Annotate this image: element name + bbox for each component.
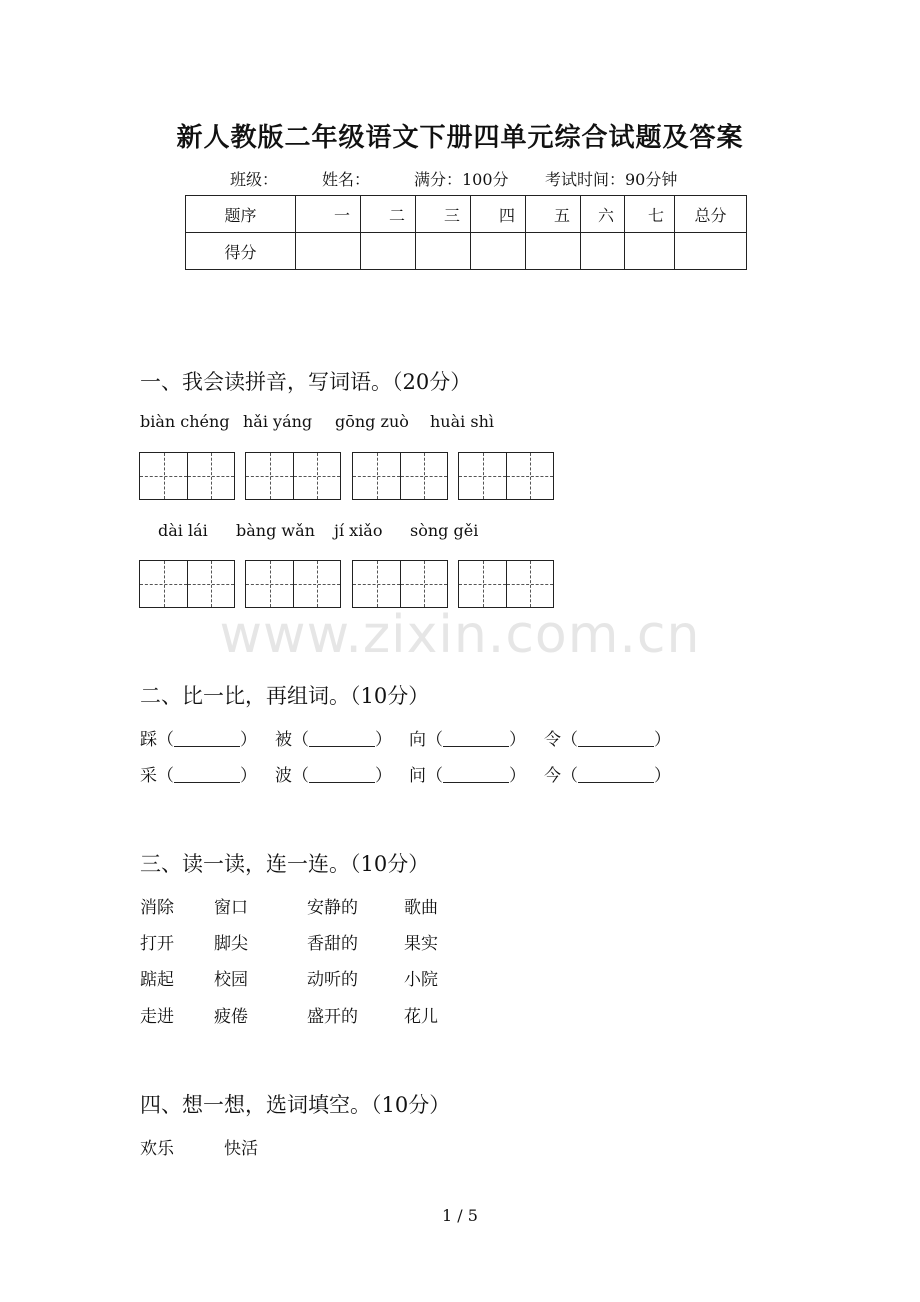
match-word: 动听的: [307, 970, 358, 990]
answer-blank[interactable]: [309, 766, 375, 783]
header-cell-6: 六: [581, 196, 625, 233]
score-cell: [471, 233, 526, 270]
name-label: 姓名：: [322, 170, 371, 189]
compare-item: 被（ ）: [275, 730, 392, 750]
compare-char: 今: [544, 766, 561, 786]
match-word: 踮起: [140, 970, 174, 990]
match-word: 消除: [140, 898, 174, 918]
answer-blank[interactable]: [443, 766, 509, 783]
answer-blank[interactable]: [174, 766, 240, 783]
full-score-label: 满分：100分: [414, 170, 509, 189]
compare-char: 波: [275, 766, 292, 786]
compare-char: 向: [409, 730, 426, 750]
writing-cell: [187, 561, 234, 607]
writing-cell: [246, 453, 293, 499]
writing-grid-row-1: [0, 452, 920, 500]
header-cell-2: 二: [361, 196, 416, 233]
score-table-header-row: [186, 196, 747, 233]
writing-box[interactable]: [245, 452, 341, 500]
pinyin-label: hǎi yáng: [243, 412, 313, 431]
match-word: 果实: [404, 934, 438, 954]
writing-box[interactable]: [458, 452, 554, 500]
writing-cell: [353, 453, 400, 499]
match-word: 走进: [140, 1007, 174, 1027]
match-word: 歌曲: [404, 898, 438, 918]
writing-cell: [506, 453, 553, 499]
match-word: 安静的: [307, 898, 358, 918]
page-number: 1 / 5: [442, 1206, 478, 1225]
score-cell: [416, 233, 471, 270]
writing-cell: [459, 561, 506, 607]
header-cell-7: 七: [625, 196, 675, 233]
compare-item: 问（ ）: [409, 766, 526, 786]
writing-cell: [400, 561, 447, 607]
header-cell-order: 题序: [186, 196, 296, 233]
header-cell-5: 五: [526, 196, 581, 233]
compare-char: 令: [544, 730, 561, 750]
match-word: 校园: [214, 970, 248, 990]
score-row-label: 得分: [186, 233, 296, 270]
writing-cell: [293, 453, 340, 499]
choice-word: 欢乐: [140, 1139, 174, 1159]
section2-heading: 二、比一比，再组词。（10分）: [140, 684, 430, 708]
writing-box[interactable]: [139, 452, 235, 500]
score-cell: [581, 233, 625, 270]
exam-time-label: 考试时间：90分钟: [545, 170, 678, 189]
compare-char: 踩: [140, 730, 157, 750]
writing-cell: [187, 453, 234, 499]
pinyin-label: jí xiǎo: [334, 521, 383, 540]
pinyin-label: biàn chéng: [140, 412, 230, 431]
compare-char: 采: [140, 766, 157, 786]
writing-cell: [400, 453, 447, 499]
writing-box[interactable]: [352, 560, 448, 608]
writing-cell: [506, 561, 553, 607]
match-word: 脚尖: [214, 934, 248, 954]
writing-cell: [246, 561, 293, 607]
answer-blank[interactable]: [578, 766, 654, 783]
writing-cell: [353, 561, 400, 607]
score-cell: [361, 233, 416, 270]
score-cell: [675, 233, 747, 270]
section3-heading: 三、读一读，连一连。（10分）: [140, 852, 430, 876]
pinyin-label: bàng wǎn: [236, 521, 315, 540]
answer-blank[interactable]: [174, 730, 240, 747]
watermark: www.zixin.com.cn: [219, 605, 701, 665]
header-cell-3: 三: [416, 196, 471, 233]
pinyin-label: dài lái: [158, 521, 208, 540]
writing-box[interactable]: [352, 452, 448, 500]
header-cell-4: 四: [471, 196, 526, 233]
score-cell: [296, 233, 361, 270]
writing-cell: [293, 561, 340, 607]
writing-cell: [140, 453, 187, 499]
compare-item: 今（ ）: [544, 766, 671, 786]
section4-heading: 四、想一想，选词填空。（10分）: [140, 1093, 451, 1117]
pinyin-label: gōng zuò: [335, 412, 409, 431]
compare-item: 波（ ）: [275, 766, 392, 786]
choice-word: 快活: [224, 1139, 258, 1159]
header-cell-total: 总分: [675, 196, 747, 233]
answer-blank[interactable]: [443, 730, 509, 747]
compare-item: 令（ ）: [544, 730, 671, 750]
score-cell: [526, 233, 581, 270]
compare-item: 踩（ ）: [140, 730, 257, 750]
score-cell: [625, 233, 675, 270]
header-cell-1: 一: [296, 196, 361, 233]
class-label: 班级：: [230, 170, 279, 189]
compare-item: 采（ ）: [140, 766, 257, 786]
writing-cell: [459, 453, 506, 499]
match-word: 盛开的: [307, 1007, 358, 1027]
writing-cell: [140, 561, 187, 607]
match-word: 疲倦: [214, 1007, 248, 1027]
writing-box[interactable]: [245, 560, 341, 608]
match-word: 打开: [140, 934, 174, 954]
pinyin-label: sòng gěi: [410, 521, 479, 540]
match-word: 窗口: [214, 898, 248, 918]
score-table: [185, 195, 747, 270]
section1-heading: 一、我会读拼音，写词语。（20分）: [140, 370, 472, 394]
writing-box[interactable]: [139, 560, 235, 608]
compare-char: 被: [275, 730, 292, 750]
compare-char: 问: [409, 766, 426, 786]
match-word: 香甜的: [307, 934, 358, 954]
compare-item: 向（ ）: [409, 730, 526, 750]
match-word: 小院: [404, 970, 438, 990]
pinyin-label: huài shì: [430, 412, 494, 431]
page-title: 新人教版二年级语文下册四单元综合试题及答案: [176, 123, 744, 153]
writing-box[interactable]: [458, 560, 554, 608]
answer-blank[interactable]: [578, 730, 654, 747]
answer-blank[interactable]: [309, 730, 375, 747]
score-table-score-row: [186, 233, 747, 270]
writing-grid-row-2: [0, 560, 920, 608]
match-word: 花儿: [404, 1007, 438, 1027]
